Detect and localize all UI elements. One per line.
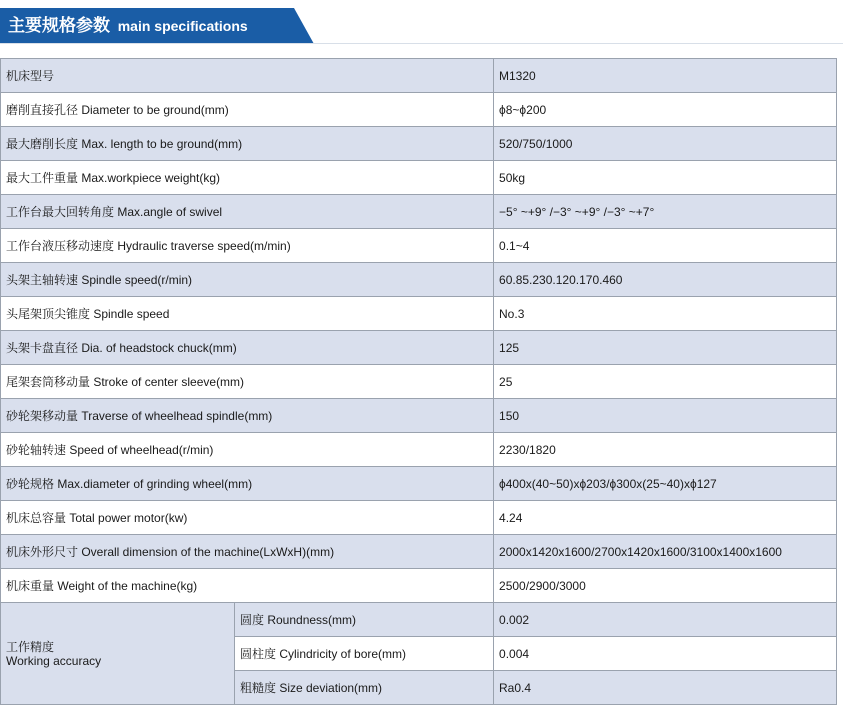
- table-row: [1, 433, 837, 467]
- spec-label: 磨削直接孔径 Diameter to be ground(mm): [1, 93, 494, 127]
- spec-value: No.3: [494, 297, 837, 331]
- accuracy-item-value: 0.004: [494, 637, 837, 671]
- table-row: [1, 467, 837, 501]
- accuracy-item-value: 0.002: [494, 603, 837, 637]
- spec-label: 砂轮架移动量 Traverse of wheelhead spindle(mm): [1, 399, 494, 433]
- spec-value: M1320: [494, 59, 837, 93]
- spec-label: 尾架套筒移动量 Stroke of center sleeve(mm): [1, 365, 494, 399]
- accuracy-item-label: 圆度 Roundness(mm): [235, 603, 494, 637]
- spec-value: 2500/2900/3000: [494, 569, 837, 603]
- header-divider: [0, 43, 843, 44]
- spec-value: ϕ8~ϕ200: [494, 93, 837, 127]
- table-row: [1, 229, 837, 263]
- table-row: [1, 399, 837, 433]
- spec-value: 0.1~4: [494, 229, 837, 263]
- table-row: [1, 501, 837, 535]
- spec-value: 2000x1420x1600/2700x1420x1600/3100x1400x1600: [494, 535, 837, 569]
- spec-label: 头架卡盘直径 Dia. of headstock chuck(mm): [1, 331, 494, 365]
- table-row: [1, 263, 837, 297]
- spec-value: 520/750/1000: [494, 127, 837, 161]
- table-row: [1, 195, 837, 229]
- accuracy-item-label: 粗糙度 Size deviation(mm): [235, 671, 494, 705]
- table-row: [1, 59, 837, 93]
- table-row: [1, 365, 837, 399]
- spec-label: 头尾架顶尖锥度 Spindle speed: [1, 297, 494, 331]
- spec-value: 2230/1820: [494, 433, 837, 467]
- spec-label: 工作台液压移动速度 Hydraulic traverse speed(m/min): [1, 229, 494, 263]
- spec-label: 机床外形尺寸 Overall dimension of the machine(LxWxH)(mm): [1, 535, 494, 569]
- spec-value: 60.85.230.120.170.460: [494, 263, 837, 297]
- spec-label: 最大工件重量 Max.workpiece weight(kg): [1, 161, 494, 195]
- table-row: [1, 161, 837, 195]
- title-chinese: 主要规格参数: [8, 16, 110, 35]
- specifications-table: [0, 58, 837, 705]
- working-accuracy-label-en: Working accuracy: [6, 653, 102, 668]
- table-row: [1, 569, 837, 603]
- page-title: [8, 8, 248, 44]
- spec-value: −5° ~+9° /−3° ~+9° /−3° ~+7°: [494, 195, 837, 229]
- spec-label: 最大磨削长度 Max. length to be ground(mm): [1, 127, 494, 161]
- spec-label: 砂轮规格 Max.diameter of grinding wheel(mm): [1, 467, 494, 501]
- table-row: [1, 603, 837, 637]
- spec-label: 头架主轴转速 Spindle speed(r/min): [1, 263, 494, 297]
- spec-value: 125: [494, 331, 837, 365]
- spec-value: 4.24: [494, 501, 837, 535]
- working-accuracy-label-cn: 工作精度: [6, 639, 55, 654]
- spec-label: 砂轮轴转速 Speed of wheelhead(r/min): [1, 433, 494, 467]
- spec-value: 50kg: [494, 161, 837, 195]
- spec-value: 25: [494, 365, 837, 399]
- accuracy-item-value: Ra0.4: [494, 671, 837, 705]
- section-header-banner: [0, 8, 314, 44]
- title-english: main specifications: [117, 18, 248, 34]
- table-row: [1, 331, 837, 365]
- spec-label: 机床型号: [1, 59, 494, 93]
- table-row: [1, 297, 837, 331]
- spec-label: 机床重量 Weight of the machine(kg): [1, 569, 494, 603]
- spec-label: 机床总容量 Total power motor(kw): [1, 501, 494, 535]
- spec-value: 150: [494, 399, 837, 433]
- table-row: [1, 535, 837, 569]
- accuracy-item-label: 圆柱度 Cylindricity of bore(mm): [235, 637, 494, 671]
- specifications-table-body: [1, 59, 837, 705]
- spec-label: 工作台最大回转角度 Max.angle of swivel: [1, 195, 494, 229]
- working-accuracy-label: [1, 603, 235, 705]
- table-row: [1, 93, 837, 127]
- spec-value: ϕ400x(40~50)xϕ203/ϕ300x(25~40)xϕ127: [494, 467, 837, 501]
- table-row: [1, 127, 837, 161]
